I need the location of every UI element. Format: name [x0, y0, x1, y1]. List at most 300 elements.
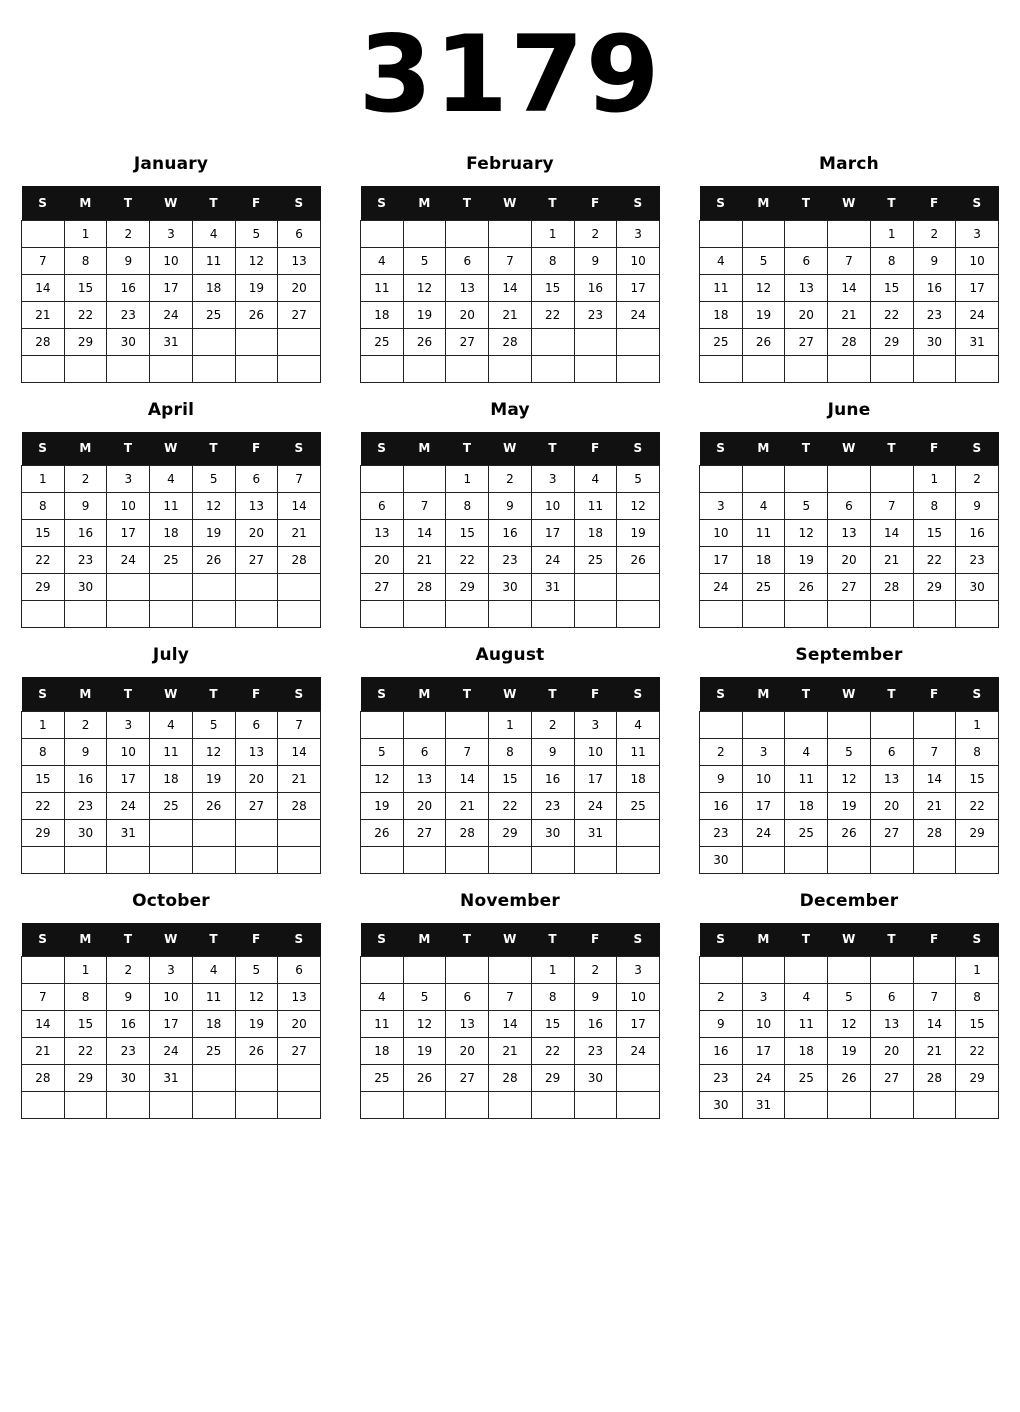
- day-cell[interactable]: 28: [828, 328, 871, 355]
- day-cell[interactable]: 16: [64, 765, 107, 792]
- day-cell[interactable]: 28: [913, 1065, 956, 1092]
- day-cell[interactable]: 11: [150, 738, 193, 765]
- day-cell[interactable]: 29: [446, 574, 489, 601]
- day-cell[interactable]: 18: [617, 765, 660, 792]
- day-cell[interactable]: 23: [107, 1038, 150, 1065]
- day-cell[interactable]: 19: [361, 792, 404, 819]
- day-cell[interactable]: 25: [192, 301, 235, 328]
- day-cell[interactable]: 20: [278, 1011, 321, 1038]
- day-cell[interactable]: 17: [742, 792, 785, 819]
- day-cell[interactable]: 1: [531, 220, 574, 247]
- day-cell[interactable]: 19: [785, 547, 828, 574]
- day-cell[interactable]: 16: [574, 274, 617, 301]
- day-cell[interactable]: 22: [870, 301, 913, 328]
- day-cell[interactable]: 25: [785, 1065, 828, 1092]
- day-cell[interactable]: 10: [742, 765, 785, 792]
- day-cell[interactable]: 18: [150, 520, 193, 547]
- day-cell[interactable]: 7: [489, 247, 532, 274]
- day-cell[interactable]: 19: [403, 301, 446, 328]
- day-cell[interactable]: 29: [956, 819, 999, 846]
- day-cell[interactable]: 5: [361, 738, 404, 765]
- day-cell[interactable]: 31: [107, 819, 150, 846]
- day-cell[interactable]: 24: [617, 301, 660, 328]
- day-cell[interactable]: 9: [107, 984, 150, 1011]
- day-cell[interactable]: 1: [22, 711, 65, 738]
- day-cell[interactable]: 4: [192, 957, 235, 984]
- day-cell[interactable]: 22: [531, 301, 574, 328]
- day-cell[interactable]: 7: [913, 738, 956, 765]
- day-cell[interactable]: 10: [150, 247, 193, 274]
- day-cell[interactable]: 28: [403, 574, 446, 601]
- day-cell[interactable]: 18: [361, 1038, 404, 1065]
- day-cell[interactable]: 28: [22, 1065, 65, 1092]
- day-cell[interactable]: 20: [235, 765, 278, 792]
- day-cell[interactable]: 3: [107, 466, 150, 493]
- day-cell[interactable]: 15: [956, 1011, 999, 1038]
- day-cell[interactable]: 28: [446, 819, 489, 846]
- day-cell[interactable]: 28: [489, 328, 532, 355]
- day-cell[interactable]: 28: [278, 792, 321, 819]
- day-cell[interactable]: 25: [742, 574, 785, 601]
- day-cell[interactable]: 24: [574, 792, 617, 819]
- day-cell[interactable]: 19: [235, 274, 278, 301]
- day-cell[interactable]: 14: [870, 520, 913, 547]
- day-cell[interactable]: 16: [700, 792, 743, 819]
- day-cell[interactable]: 2: [956, 466, 999, 493]
- day-cell[interactable]: 15: [531, 1011, 574, 1038]
- day-cell[interactable]: 25: [700, 328, 743, 355]
- day-cell[interactable]: 12: [403, 274, 446, 301]
- day-cell[interactable]: 10: [742, 1011, 785, 1038]
- day-cell[interactable]: 15: [64, 274, 107, 301]
- day-cell[interactable]: 16: [531, 765, 574, 792]
- day-cell[interactable]: 29: [870, 328, 913, 355]
- day-cell[interactable]: 30: [700, 1092, 743, 1119]
- day-cell[interactable]: 19: [403, 1038, 446, 1065]
- day-cell[interactable]: 13: [828, 520, 871, 547]
- day-cell[interactable]: 26: [361, 819, 404, 846]
- day-cell[interactable]: 11: [617, 738, 660, 765]
- day-cell[interactable]: 10: [531, 493, 574, 520]
- day-cell[interactable]: 14: [403, 520, 446, 547]
- day-cell[interactable]: 16: [64, 520, 107, 547]
- day-cell[interactable]: 13: [870, 1011, 913, 1038]
- day-cell[interactable]: 13: [361, 520, 404, 547]
- day-cell[interactable]: 19: [192, 520, 235, 547]
- day-cell[interactable]: 4: [150, 711, 193, 738]
- day-cell[interactable]: 6: [870, 984, 913, 1011]
- day-cell[interactable]: 12: [617, 493, 660, 520]
- day-cell[interactable]: 17: [107, 765, 150, 792]
- day-cell[interactable]: 9: [489, 493, 532, 520]
- day-cell[interactable]: 29: [22, 819, 65, 846]
- day-cell[interactable]: 6: [278, 957, 321, 984]
- day-cell[interactable]: 30: [64, 819, 107, 846]
- day-cell[interactable]: 7: [278, 711, 321, 738]
- day-cell[interactable]: 26: [192, 547, 235, 574]
- day-cell[interactable]: 13: [278, 247, 321, 274]
- day-cell[interactable]: 9: [107, 247, 150, 274]
- day-cell[interactable]: 11: [192, 247, 235, 274]
- day-cell[interactable]: 10: [617, 984, 660, 1011]
- day-cell[interactable]: 1: [489, 711, 532, 738]
- day-cell[interactable]: 2: [574, 957, 617, 984]
- day-cell[interactable]: 17: [150, 274, 193, 301]
- day-cell[interactable]: 10: [700, 520, 743, 547]
- day-cell[interactable]: 11: [785, 765, 828, 792]
- day-cell[interactable]: 7: [870, 493, 913, 520]
- day-cell[interactable]: 2: [107, 220, 150, 247]
- day-cell[interactable]: 12: [785, 520, 828, 547]
- day-cell[interactable]: 8: [489, 738, 532, 765]
- day-cell[interactable]: 17: [531, 520, 574, 547]
- day-cell[interactable]: 15: [531, 274, 574, 301]
- day-cell[interactable]: 1: [531, 957, 574, 984]
- day-cell[interactable]: 30: [956, 574, 999, 601]
- day-cell[interactable]: 30: [107, 328, 150, 355]
- day-cell[interactable]: 22: [22, 792, 65, 819]
- day-cell[interactable]: 6: [785, 247, 828, 274]
- day-cell[interactable]: 21: [278, 520, 321, 547]
- day-cell[interactable]: 27: [235, 792, 278, 819]
- day-cell[interactable]: 5: [192, 711, 235, 738]
- day-cell[interactable]: 22: [956, 792, 999, 819]
- day-cell[interactable]: 17: [617, 274, 660, 301]
- day-cell[interactable]: 22: [913, 547, 956, 574]
- day-cell[interactable]: 2: [64, 711, 107, 738]
- day-cell[interactable]: 1: [64, 220, 107, 247]
- day-cell[interactable]: 2: [64, 466, 107, 493]
- day-cell[interactable]: 25: [361, 328, 404, 355]
- day-cell[interactable]: 25: [617, 792, 660, 819]
- day-cell[interactable]: 24: [742, 1065, 785, 1092]
- day-cell[interactable]: 20: [278, 274, 321, 301]
- day-cell[interactable]: 17: [107, 520, 150, 547]
- day-cell[interactable]: 6: [278, 220, 321, 247]
- day-cell[interactable]: 14: [22, 274, 65, 301]
- day-cell[interactable]: 16: [956, 520, 999, 547]
- day-cell[interactable]: 23: [574, 301, 617, 328]
- day-cell[interactable]: 2: [700, 738, 743, 765]
- day-cell[interactable]: 5: [785, 493, 828, 520]
- day-cell[interactable]: 3: [617, 220, 660, 247]
- day-cell[interactable]: 23: [700, 1065, 743, 1092]
- day-cell[interactable]: 18: [192, 274, 235, 301]
- day-cell[interactable]: 22: [64, 301, 107, 328]
- day-cell[interactable]: 16: [489, 520, 532, 547]
- day-cell[interactable]: 14: [22, 1011, 65, 1038]
- day-cell[interactable]: 24: [700, 574, 743, 601]
- day-cell[interactable]: 15: [64, 1011, 107, 1038]
- day-cell[interactable]: 20: [235, 520, 278, 547]
- day-cell[interactable]: 8: [531, 984, 574, 1011]
- day-cell[interactable]: 24: [956, 301, 999, 328]
- day-cell[interactable]: 7: [489, 984, 532, 1011]
- day-cell[interactable]: 17: [574, 765, 617, 792]
- day-cell[interactable]: 11: [192, 984, 235, 1011]
- day-cell[interactable]: 23: [64, 792, 107, 819]
- day-cell[interactable]: 9: [64, 738, 107, 765]
- day-cell[interactable]: 10: [150, 984, 193, 1011]
- day-cell[interactable]: 26: [403, 328, 446, 355]
- day-cell[interactable]: 30: [700, 846, 743, 873]
- day-cell[interactable]: 15: [489, 765, 532, 792]
- day-cell[interactable]: 18: [785, 792, 828, 819]
- day-cell[interactable]: 26: [617, 547, 660, 574]
- day-cell[interactable]: 17: [150, 1011, 193, 1038]
- day-cell[interactable]: 21: [913, 1038, 956, 1065]
- day-cell[interactable]: 7: [22, 247, 65, 274]
- day-cell[interactable]: 13: [446, 1011, 489, 1038]
- day-cell[interactable]: 3: [617, 957, 660, 984]
- day-cell[interactable]: 8: [956, 984, 999, 1011]
- day-cell[interactable]: 29: [64, 328, 107, 355]
- day-cell[interactable]: 8: [446, 493, 489, 520]
- day-cell[interactable]: 19: [192, 765, 235, 792]
- day-cell[interactable]: 26: [192, 792, 235, 819]
- day-cell[interactable]: 5: [742, 247, 785, 274]
- day-cell[interactable]: 8: [64, 984, 107, 1011]
- day-cell[interactable]: 7: [828, 247, 871, 274]
- day-cell[interactable]: 13: [785, 274, 828, 301]
- day-cell[interactable]: 1: [446, 466, 489, 493]
- day-cell[interactable]: 24: [107, 547, 150, 574]
- day-cell[interactable]: 27: [446, 1065, 489, 1092]
- day-cell[interactable]: 16: [107, 1011, 150, 1038]
- day-cell[interactable]: 2: [489, 466, 532, 493]
- day-cell[interactable]: 15: [22, 765, 65, 792]
- day-cell[interactable]: 9: [700, 765, 743, 792]
- day-cell[interactable]: 6: [828, 493, 871, 520]
- day-cell[interactable]: 16: [107, 274, 150, 301]
- day-cell[interactable]: 12: [192, 493, 235, 520]
- day-cell[interactable]: 17: [742, 1038, 785, 1065]
- day-cell[interactable]: 8: [531, 247, 574, 274]
- day-cell[interactable]: 9: [700, 1011, 743, 1038]
- day-cell[interactable]: 11: [150, 493, 193, 520]
- day-cell[interactable]: 11: [361, 274, 404, 301]
- day-cell[interactable]: 18: [150, 765, 193, 792]
- day-cell[interactable]: 8: [956, 738, 999, 765]
- day-cell[interactable]: 28: [278, 547, 321, 574]
- day-cell[interactable]: 20: [828, 547, 871, 574]
- day-cell[interactable]: 15: [870, 274, 913, 301]
- day-cell[interactable]: 5: [617, 466, 660, 493]
- day-cell[interactable]: 3: [956, 220, 999, 247]
- day-cell[interactable]: 9: [913, 247, 956, 274]
- day-cell[interactable]: 14: [446, 765, 489, 792]
- day-cell[interactable]: 26: [828, 1065, 871, 1092]
- day-cell[interactable]: 14: [278, 738, 321, 765]
- day-cell[interactable]: 26: [742, 328, 785, 355]
- day-cell[interactable]: 23: [64, 547, 107, 574]
- day-cell[interactable]: 20: [870, 1038, 913, 1065]
- day-cell[interactable]: 23: [107, 301, 150, 328]
- day-cell[interactable]: 16: [574, 1011, 617, 1038]
- day-cell[interactable]: 4: [150, 466, 193, 493]
- day-cell[interactable]: 12: [235, 984, 278, 1011]
- day-cell[interactable]: 11: [574, 493, 617, 520]
- day-cell[interactable]: 20: [446, 301, 489, 328]
- day-cell[interactable]: 13: [235, 738, 278, 765]
- day-cell[interactable]: 21: [278, 765, 321, 792]
- day-cell[interactable]: 17: [956, 274, 999, 301]
- day-cell[interactable]: 29: [531, 1065, 574, 1092]
- day-cell[interactable]: 9: [956, 493, 999, 520]
- day-cell[interactable]: 29: [489, 819, 532, 846]
- day-cell[interactable]: 1: [956, 957, 999, 984]
- day-cell[interactable]: 11: [742, 520, 785, 547]
- day-cell[interactable]: 18: [574, 520, 617, 547]
- day-cell[interactable]: 26: [785, 574, 828, 601]
- day-cell[interactable]: 6: [446, 984, 489, 1011]
- day-cell[interactable]: 9: [574, 247, 617, 274]
- day-cell[interactable]: 29: [64, 1065, 107, 1092]
- day-cell[interactable]: 1: [64, 957, 107, 984]
- day-cell[interactable]: 20: [785, 301, 828, 328]
- day-cell[interactable]: 27: [278, 1038, 321, 1065]
- day-cell[interactable]: 29: [913, 574, 956, 601]
- day-cell[interactable]: 26: [828, 819, 871, 846]
- day-cell[interactable]: 7: [913, 984, 956, 1011]
- day-cell[interactable]: 22: [956, 1038, 999, 1065]
- day-cell[interactable]: 27: [361, 574, 404, 601]
- day-cell[interactable]: 3: [742, 738, 785, 765]
- day-cell[interactable]: 21: [828, 301, 871, 328]
- day-cell[interactable]: 18: [192, 1011, 235, 1038]
- day-cell[interactable]: 2: [531, 711, 574, 738]
- day-cell[interactable]: 23: [489, 547, 532, 574]
- day-cell[interactable]: 8: [913, 493, 956, 520]
- day-cell[interactable]: 25: [192, 1038, 235, 1065]
- day-cell[interactable]: 17: [700, 547, 743, 574]
- day-cell[interactable]: 24: [531, 547, 574, 574]
- day-cell[interactable]: 8: [22, 493, 65, 520]
- day-cell[interactable]: 12: [742, 274, 785, 301]
- day-cell[interactable]: 30: [531, 819, 574, 846]
- day-cell[interactable]: 27: [235, 547, 278, 574]
- day-cell[interactable]: 21: [489, 1038, 532, 1065]
- day-cell[interactable]: 24: [150, 1038, 193, 1065]
- day-cell[interactable]: 7: [446, 738, 489, 765]
- day-cell[interactable]: 3: [574, 711, 617, 738]
- day-cell[interactable]: 20: [870, 792, 913, 819]
- day-cell[interactable]: 19: [828, 1038, 871, 1065]
- day-cell[interactable]: 3: [531, 466, 574, 493]
- day-cell[interactable]: 10: [956, 247, 999, 274]
- day-cell[interactable]: 2: [107, 957, 150, 984]
- day-cell[interactable]: 1: [913, 466, 956, 493]
- day-cell[interactable]: 6: [446, 247, 489, 274]
- day-cell[interactable]: 26: [235, 1038, 278, 1065]
- day-cell[interactable]: 4: [742, 493, 785, 520]
- day-cell[interactable]: 8: [22, 738, 65, 765]
- day-cell[interactable]: 6: [361, 493, 404, 520]
- day-cell[interactable]: 3: [700, 493, 743, 520]
- day-cell[interactable]: 30: [64, 574, 107, 601]
- day-cell[interactable]: 13: [403, 765, 446, 792]
- day-cell[interactable]: 28: [489, 1065, 532, 1092]
- day-cell[interactable]: 14: [278, 493, 321, 520]
- day-cell[interactable]: 28: [870, 574, 913, 601]
- day-cell[interactable]: 16: [913, 274, 956, 301]
- day-cell[interactable]: 27: [446, 328, 489, 355]
- day-cell[interactable]: 3: [150, 957, 193, 984]
- day-cell[interactable]: 21: [22, 1038, 65, 1065]
- day-cell[interactable]: 24: [107, 792, 150, 819]
- day-cell[interactable]: 5: [235, 957, 278, 984]
- day-cell[interactable]: 19: [828, 792, 871, 819]
- day-cell[interactable]: 4: [574, 466, 617, 493]
- day-cell[interactable]: 26: [403, 1065, 446, 1092]
- day-cell[interactable]: 7: [278, 466, 321, 493]
- day-cell[interactable]: 12: [828, 1011, 871, 1038]
- day-cell[interactable]: 13: [278, 984, 321, 1011]
- day-cell[interactable]: 22: [531, 1038, 574, 1065]
- day-cell[interactable]: 28: [913, 819, 956, 846]
- day-cell[interactable]: 3: [742, 984, 785, 1011]
- day-cell[interactable]: 21: [22, 301, 65, 328]
- day-cell[interactable]: 18: [742, 547, 785, 574]
- day-cell[interactable]: 26: [235, 301, 278, 328]
- day-cell[interactable]: 29: [22, 574, 65, 601]
- day-cell[interactable]: 12: [192, 738, 235, 765]
- day-cell[interactable]: 30: [574, 1065, 617, 1092]
- day-cell[interactable]: 8: [870, 247, 913, 274]
- day-cell[interactable]: 31: [574, 819, 617, 846]
- day-cell[interactable]: 24: [617, 1038, 660, 1065]
- day-cell[interactable]: 4: [617, 711, 660, 738]
- day-cell[interactable]: 1: [22, 466, 65, 493]
- day-cell[interactable]: 3: [107, 711, 150, 738]
- day-cell[interactable]: 2: [913, 220, 956, 247]
- day-cell[interactable]: 25: [574, 547, 617, 574]
- day-cell[interactable]: 21: [446, 792, 489, 819]
- day-cell[interactable]: 5: [403, 247, 446, 274]
- day-cell[interactable]: 10: [574, 738, 617, 765]
- day-cell[interactable]: 14: [828, 274, 871, 301]
- day-cell[interactable]: 17: [617, 1011, 660, 1038]
- day-cell[interactable]: 16: [700, 1038, 743, 1065]
- day-cell[interactable]: 10: [107, 493, 150, 520]
- day-cell[interactable]: 21: [913, 792, 956, 819]
- day-cell[interactable]: 1: [956, 711, 999, 738]
- day-cell[interactable]: 11: [700, 274, 743, 301]
- day-cell[interactable]: 27: [403, 819, 446, 846]
- day-cell[interactable]: 5: [828, 738, 871, 765]
- day-cell[interactable]: 4: [192, 220, 235, 247]
- day-cell[interactable]: 14: [489, 274, 532, 301]
- day-cell[interactable]: 8: [64, 247, 107, 274]
- day-cell[interactable]: 22: [64, 1038, 107, 1065]
- day-cell[interactable]: 9: [574, 984, 617, 1011]
- day-cell[interactable]: 13: [870, 765, 913, 792]
- day-cell[interactable]: 12: [828, 765, 871, 792]
- day-cell[interactable]: 1: [870, 220, 913, 247]
- day-cell[interactable]: 4: [361, 247, 404, 274]
- day-cell[interactable]: 11: [785, 1011, 828, 1038]
- day-cell[interactable]: 7: [403, 493, 446, 520]
- day-cell[interactable]: 7: [22, 984, 65, 1011]
- day-cell[interactable]: 20: [446, 1038, 489, 1065]
- day-cell[interactable]: 6: [403, 738, 446, 765]
- day-cell[interactable]: 2: [574, 220, 617, 247]
- day-cell[interactable]: 23: [956, 547, 999, 574]
- day-cell[interactable]: 4: [785, 738, 828, 765]
- day-cell[interactable]: 15: [913, 520, 956, 547]
- day-cell[interactable]: 21: [870, 547, 913, 574]
- day-cell[interactable]: 13: [235, 493, 278, 520]
